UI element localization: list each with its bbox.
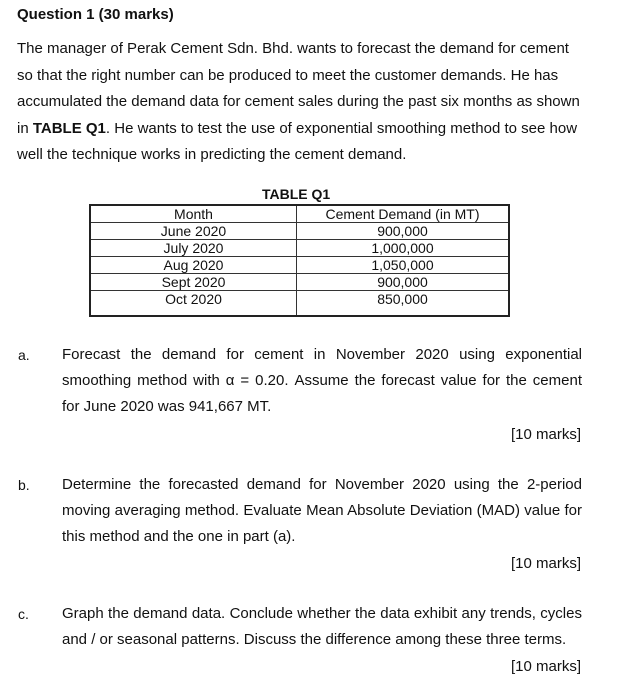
question-intro (17, 36, 587, 169)
table-row (91, 257, 508, 274)
demand-cell: 1,000,000 (297, 240, 508, 257)
header-demand: Cement Demand (in MT) (297, 206, 508, 223)
demand-cell: 850,000 (377, 291, 428, 307)
part-a-text: Forecast the demand for cement in November 2020 using exponential smoothing method with α = 0.20. Assume the forecast value for the cement for June 2020 was 941,667 MT. (62, 346, 582, 415)
question-title: Question 1 (30 marks) (17, 6, 174, 23)
part-a-marks: [10 marks] (510, 426, 581, 443)
month-cell: July 2020 (91, 240, 297, 257)
demand-cell: 1,050,000 (297, 257, 508, 274)
month-cell: June 2020 (91, 223, 297, 240)
table-row (91, 274, 508, 291)
demand-cell: 900,000 (297, 223, 508, 240)
part-c-text: Graph the demand data. Conclude whether the data exhibit any trends, cycles and / or seasonal patterns. Discuss the difference among these three terms. (62, 605, 582, 648)
month-cell: Oct 2020 (91, 291, 297, 315)
part-b-text: Determine the forecasted demand for November 2020 using the 2-period moving averaging method. Evaluate Mean Absolute Deviation (MAD) value for this method and the one in part (a). (62, 476, 582, 545)
part-c-label: c. (18, 606, 29, 622)
header-month: Month (91, 206, 297, 223)
demand-table (89, 204, 510, 317)
part-b-marks: [10 marks] (510, 555, 581, 572)
table-row (91, 240, 508, 257)
intro-text-start: The manager of Perak Cement Sdn. Bhd. wants to forecast the demand for cement so that the right number can be produced to meet the customer demands. He has accumulated the demand data for cement sales during the past six months as shown in (17, 40, 580, 137)
table-caption: TABLE Q1 (262, 186, 331, 202)
table-header-row (91, 206, 508, 223)
table-row (91, 223, 508, 240)
part-b-label: b. (18, 477, 30, 493)
part-a-label: a. (18, 347, 30, 363)
demand-cell: 900,000 (297, 274, 508, 291)
month-cell: Sept 2020 (91, 274, 297, 291)
intro-table-reference: TABLE Q1 (32, 119, 106, 137)
month-cell: Aug 2020 (91, 257, 297, 274)
part-c-marks: [10 marks] (510, 658, 581, 675)
table-row (91, 291, 508, 315)
intro-text-end: . He wants to test the use of exponential smoothing method to see how well the technique works in predicting the cement demand. (17, 119, 578, 163)
